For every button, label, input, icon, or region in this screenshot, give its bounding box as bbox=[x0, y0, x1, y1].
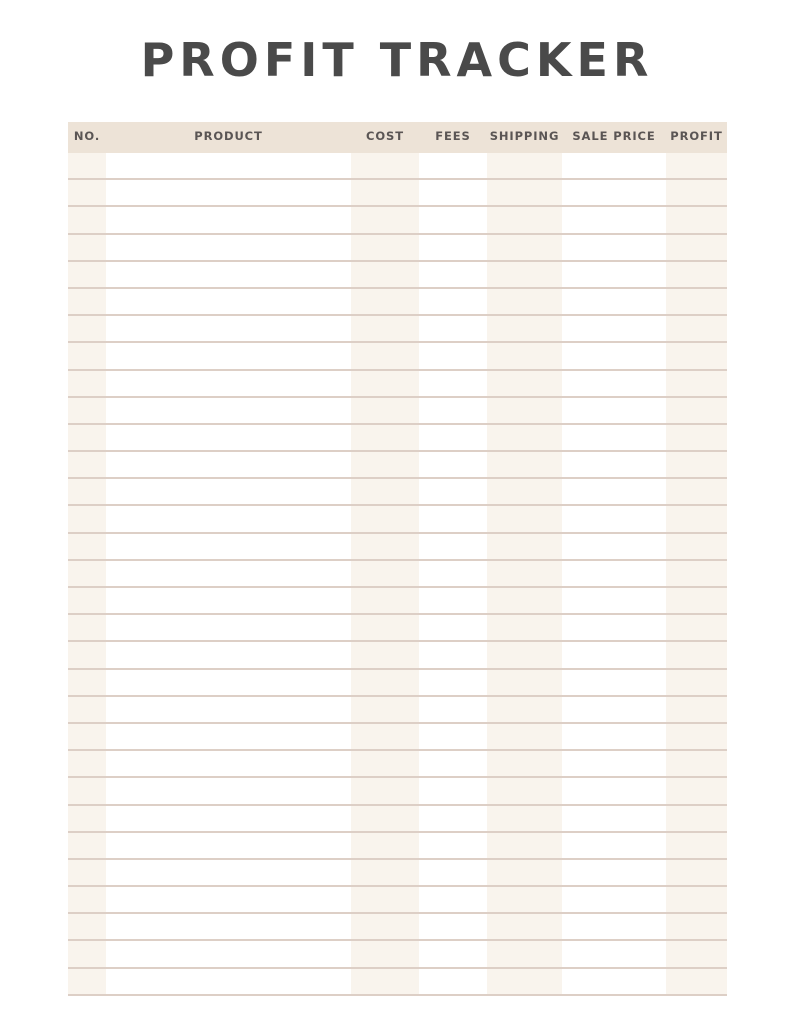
cell-cost bbox=[351, 724, 419, 749]
cell-product bbox=[106, 534, 351, 559]
cell-profit bbox=[666, 398, 727, 423]
cell-shipping bbox=[487, 751, 562, 776]
table-row bbox=[68, 534, 727, 561]
cell-shipping bbox=[487, 588, 562, 613]
cell-sale-price bbox=[562, 806, 666, 831]
cell-fees bbox=[419, 316, 487, 341]
cell-product bbox=[106, 670, 351, 695]
cell-profit bbox=[666, 969, 727, 994]
table-row bbox=[68, 235, 727, 262]
cell-fees bbox=[419, 506, 487, 531]
cell-sale-price bbox=[562, 887, 666, 912]
cell-no bbox=[68, 833, 106, 858]
cell-no bbox=[68, 724, 106, 749]
cell-no bbox=[68, 398, 106, 423]
column-header-profit: PROFIT bbox=[670, 129, 723, 143]
cell-product bbox=[106, 860, 351, 885]
table-row bbox=[68, 615, 727, 642]
cell-sale-price bbox=[562, 860, 666, 885]
cell-product bbox=[106, 806, 351, 831]
table-row bbox=[68, 860, 727, 887]
cell-product bbox=[106, 969, 351, 994]
cell-shipping bbox=[487, 289, 562, 314]
table-row bbox=[68, 262, 727, 289]
cell-no bbox=[68, 343, 106, 368]
table-row bbox=[68, 724, 727, 751]
cell-product bbox=[106, 452, 351, 477]
table-row bbox=[68, 153, 727, 180]
cell-no bbox=[68, 778, 106, 803]
cell-sale-price bbox=[562, 833, 666, 858]
cell-sale-price bbox=[562, 343, 666, 368]
cell-sale-price bbox=[562, 180, 666, 205]
cell-cost bbox=[351, 262, 419, 287]
cell-sale-price bbox=[562, 534, 666, 559]
cell-sale-price bbox=[562, 316, 666, 341]
cell-sale-price bbox=[562, 914, 666, 939]
cell-cost bbox=[351, 751, 419, 776]
cell-cost bbox=[351, 806, 419, 831]
cell-shipping bbox=[487, 398, 562, 423]
cell-product bbox=[106, 207, 351, 232]
cell-cost bbox=[351, 425, 419, 450]
cell-profit bbox=[666, 642, 727, 667]
cell-cost bbox=[351, 371, 419, 396]
cell-profit bbox=[666, 425, 727, 450]
cell-profit bbox=[666, 479, 727, 504]
cell-cost bbox=[351, 642, 419, 667]
cell-shipping bbox=[487, 697, 562, 722]
cell-profit bbox=[666, 316, 727, 341]
cell-shipping bbox=[487, 316, 562, 341]
cell-sale-price bbox=[562, 207, 666, 232]
cell-sale-price bbox=[562, 289, 666, 314]
cell-no bbox=[68, 588, 106, 613]
cell-product bbox=[106, 398, 351, 423]
cell-fees bbox=[419, 969, 487, 994]
cell-profit bbox=[666, 153, 727, 178]
cell-no bbox=[68, 371, 106, 396]
cell-profit bbox=[666, 371, 727, 396]
cell-fees bbox=[419, 914, 487, 939]
cell-sale-price bbox=[562, 969, 666, 994]
cell-product bbox=[106, 941, 351, 966]
cell-sale-price bbox=[562, 371, 666, 396]
cell-cost bbox=[351, 778, 419, 803]
cell-sale-price bbox=[562, 425, 666, 450]
cell-cost bbox=[351, 316, 419, 341]
cell-cost bbox=[351, 914, 419, 939]
cell-profit bbox=[666, 833, 727, 858]
cell-no bbox=[68, 153, 106, 178]
column-header-fees: FEES bbox=[435, 129, 471, 143]
cell-cost bbox=[351, 969, 419, 994]
cell-fees bbox=[419, 642, 487, 667]
cell-no bbox=[68, 969, 106, 994]
cell-product bbox=[106, 697, 351, 722]
cell-profit bbox=[666, 887, 727, 912]
cell-shipping bbox=[487, 180, 562, 205]
cell-no bbox=[68, 751, 106, 776]
cell-no bbox=[68, 506, 106, 531]
table-row bbox=[68, 642, 727, 669]
cell-product bbox=[106, 262, 351, 287]
cell-no bbox=[68, 806, 106, 831]
cell-shipping bbox=[487, 833, 562, 858]
cell-cost bbox=[351, 289, 419, 314]
cell-no bbox=[68, 941, 106, 966]
cell-sale-price bbox=[562, 262, 666, 287]
cell-shipping bbox=[487, 914, 562, 939]
cell-sale-price bbox=[562, 697, 666, 722]
cell-no bbox=[68, 479, 106, 504]
cell-no bbox=[68, 262, 106, 287]
table-row bbox=[68, 588, 727, 615]
cell-product bbox=[106, 343, 351, 368]
cell-cost bbox=[351, 588, 419, 613]
cell-shipping bbox=[487, 615, 562, 640]
cell-profit bbox=[666, 452, 727, 477]
table-row bbox=[68, 561, 727, 588]
cell-cost bbox=[351, 887, 419, 912]
cell-cost bbox=[351, 670, 419, 695]
cell-fees bbox=[419, 262, 487, 287]
table-row bbox=[68, 479, 727, 506]
cell-cost bbox=[351, 615, 419, 640]
cell-product bbox=[106, 425, 351, 450]
column-header-shipping: SHIPPING bbox=[489, 129, 560, 143]
cell-product bbox=[106, 778, 351, 803]
cell-fees bbox=[419, 235, 487, 260]
cell-cost bbox=[351, 452, 419, 477]
cell-sale-price bbox=[562, 235, 666, 260]
table-row bbox=[68, 887, 727, 914]
table-row bbox=[68, 207, 727, 234]
cell-product bbox=[106, 914, 351, 939]
cell-fees bbox=[419, 670, 487, 695]
cell-fees bbox=[419, 371, 487, 396]
table-row bbox=[68, 343, 727, 370]
cell-profit bbox=[666, 289, 727, 314]
cell-fees bbox=[419, 153, 487, 178]
cell-fees bbox=[419, 887, 487, 912]
column-header-product: PRODUCT bbox=[194, 129, 263, 143]
table-row bbox=[68, 941, 727, 968]
cell-fees bbox=[419, 941, 487, 966]
table-row bbox=[68, 833, 727, 860]
cell-shipping bbox=[487, 941, 562, 966]
cell-shipping bbox=[487, 806, 562, 831]
cell-fees bbox=[419, 561, 487, 586]
column-header-sale-price: SALE PRICE bbox=[572, 129, 656, 143]
cell-fees bbox=[419, 180, 487, 205]
table-row bbox=[68, 670, 727, 697]
cell-no bbox=[68, 316, 106, 341]
cell-profit bbox=[666, 697, 727, 722]
cell-fees bbox=[419, 534, 487, 559]
cell-cost bbox=[351, 479, 419, 504]
cell-product bbox=[106, 588, 351, 613]
cell-fees bbox=[419, 289, 487, 314]
cell-profit bbox=[666, 534, 727, 559]
cell-product bbox=[106, 887, 351, 912]
cell-product bbox=[106, 180, 351, 205]
cell-no bbox=[68, 697, 106, 722]
cell-no bbox=[68, 235, 106, 260]
table-row bbox=[68, 697, 727, 724]
table-row bbox=[68, 914, 727, 941]
table-row bbox=[68, 289, 727, 316]
cell-no bbox=[68, 289, 106, 314]
cell-product bbox=[106, 615, 351, 640]
cell-sale-price bbox=[562, 479, 666, 504]
cell-sale-price bbox=[562, 153, 666, 178]
cell-profit bbox=[666, 262, 727, 287]
cell-shipping bbox=[487, 262, 562, 287]
cell-profit bbox=[666, 860, 727, 885]
cell-cost bbox=[351, 860, 419, 885]
cell-cost bbox=[351, 235, 419, 260]
cell-no bbox=[68, 534, 106, 559]
cell-product bbox=[106, 153, 351, 178]
cell-fees bbox=[419, 425, 487, 450]
cell-product bbox=[106, 506, 351, 531]
cell-shipping bbox=[487, 670, 562, 695]
cell-fees bbox=[419, 207, 487, 232]
cell-profit bbox=[666, 914, 727, 939]
cell-shipping bbox=[487, 778, 562, 803]
cell-no bbox=[68, 914, 106, 939]
table-row bbox=[68, 969, 727, 996]
cell-fees bbox=[419, 615, 487, 640]
cell-shipping bbox=[487, 153, 562, 178]
cell-fees bbox=[419, 751, 487, 776]
cell-cost bbox=[351, 207, 419, 232]
cell-cost bbox=[351, 833, 419, 858]
cell-sale-price bbox=[562, 615, 666, 640]
column-header-cost: COST bbox=[366, 129, 404, 143]
cell-sale-price bbox=[562, 778, 666, 803]
cell-profit bbox=[666, 561, 727, 586]
cell-shipping bbox=[487, 506, 562, 531]
cell-profit bbox=[666, 506, 727, 531]
cell-cost bbox=[351, 941, 419, 966]
cell-fees bbox=[419, 697, 487, 722]
cell-no bbox=[68, 860, 106, 885]
cell-fees bbox=[419, 343, 487, 368]
table-row bbox=[68, 398, 727, 425]
cell-product bbox=[106, 561, 351, 586]
cell-no bbox=[68, 887, 106, 912]
cell-profit bbox=[666, 180, 727, 205]
cell-cost bbox=[351, 697, 419, 722]
cell-shipping bbox=[487, 724, 562, 749]
cell-profit bbox=[666, 778, 727, 803]
cell-sale-price bbox=[562, 506, 666, 531]
cell-shipping bbox=[487, 642, 562, 667]
table-row bbox=[68, 778, 727, 805]
cell-shipping bbox=[487, 969, 562, 994]
table-row bbox=[68, 316, 727, 343]
cell-shipping bbox=[487, 887, 562, 912]
cell-sale-price bbox=[562, 588, 666, 613]
table-row bbox=[68, 425, 727, 452]
cell-profit bbox=[666, 670, 727, 695]
cell-shipping bbox=[487, 534, 562, 559]
cell-no bbox=[68, 615, 106, 640]
cell-sale-price bbox=[562, 642, 666, 667]
cell-sale-price bbox=[562, 751, 666, 776]
cell-sale-price bbox=[562, 941, 666, 966]
cell-profit bbox=[666, 941, 727, 966]
cell-no bbox=[68, 207, 106, 232]
cell-no bbox=[68, 452, 106, 477]
cell-cost bbox=[351, 506, 419, 531]
cell-profit bbox=[666, 751, 727, 776]
cell-cost bbox=[351, 153, 419, 178]
cell-product bbox=[106, 235, 351, 260]
cell-profit bbox=[666, 724, 727, 749]
table-body bbox=[68, 153, 727, 996]
cell-fees bbox=[419, 833, 487, 858]
table-row bbox=[68, 371, 727, 398]
table-row bbox=[68, 452, 727, 479]
cell-cost bbox=[351, 398, 419, 423]
cell-shipping bbox=[487, 425, 562, 450]
profit-tracker-table bbox=[68, 122, 727, 996]
cell-fees bbox=[419, 479, 487, 504]
cell-profit bbox=[666, 207, 727, 232]
cell-fees bbox=[419, 452, 487, 477]
cell-profit bbox=[666, 615, 727, 640]
cell-shipping bbox=[487, 343, 562, 368]
cell-product bbox=[106, 724, 351, 749]
column-header-no: NO. bbox=[73, 129, 101, 143]
cell-sale-price bbox=[562, 561, 666, 586]
page-title: PROFIT TRACKER bbox=[140, 33, 654, 87]
cell-product bbox=[106, 289, 351, 314]
cell-no bbox=[68, 180, 106, 205]
cell-no bbox=[68, 425, 106, 450]
cell-shipping bbox=[487, 561, 562, 586]
cell-no bbox=[68, 561, 106, 586]
cell-product bbox=[106, 833, 351, 858]
cell-shipping bbox=[487, 452, 562, 477]
cell-profit bbox=[666, 806, 727, 831]
cell-fees bbox=[419, 860, 487, 885]
cell-fees bbox=[419, 806, 487, 831]
table-row bbox=[68, 180, 727, 207]
cell-fees bbox=[419, 724, 487, 749]
cell-fees bbox=[419, 588, 487, 613]
cell-no bbox=[68, 670, 106, 695]
cell-shipping bbox=[487, 371, 562, 396]
table-header bbox=[68, 122, 727, 153]
cell-product bbox=[106, 642, 351, 667]
cell-fees bbox=[419, 398, 487, 423]
cell-cost bbox=[351, 180, 419, 205]
cell-profit bbox=[666, 343, 727, 368]
cell-sale-price bbox=[562, 670, 666, 695]
cell-product bbox=[106, 371, 351, 396]
table-row bbox=[68, 806, 727, 833]
table-row bbox=[68, 506, 727, 533]
cell-product bbox=[106, 751, 351, 776]
cell-sale-price bbox=[562, 452, 666, 477]
cell-shipping bbox=[487, 860, 562, 885]
cell-cost bbox=[351, 343, 419, 368]
cell-shipping bbox=[487, 235, 562, 260]
cell-shipping bbox=[487, 479, 562, 504]
cell-product bbox=[106, 316, 351, 341]
cell-fees bbox=[419, 778, 487, 803]
cell-profit bbox=[666, 588, 727, 613]
cell-cost bbox=[351, 534, 419, 559]
cell-cost bbox=[351, 561, 419, 586]
cell-sale-price bbox=[562, 398, 666, 423]
cell-sale-price bbox=[562, 724, 666, 749]
cell-profit bbox=[666, 235, 727, 260]
cell-product bbox=[106, 479, 351, 504]
table-row bbox=[68, 751, 727, 778]
cell-no bbox=[68, 642, 106, 667]
cell-shipping bbox=[487, 207, 562, 232]
